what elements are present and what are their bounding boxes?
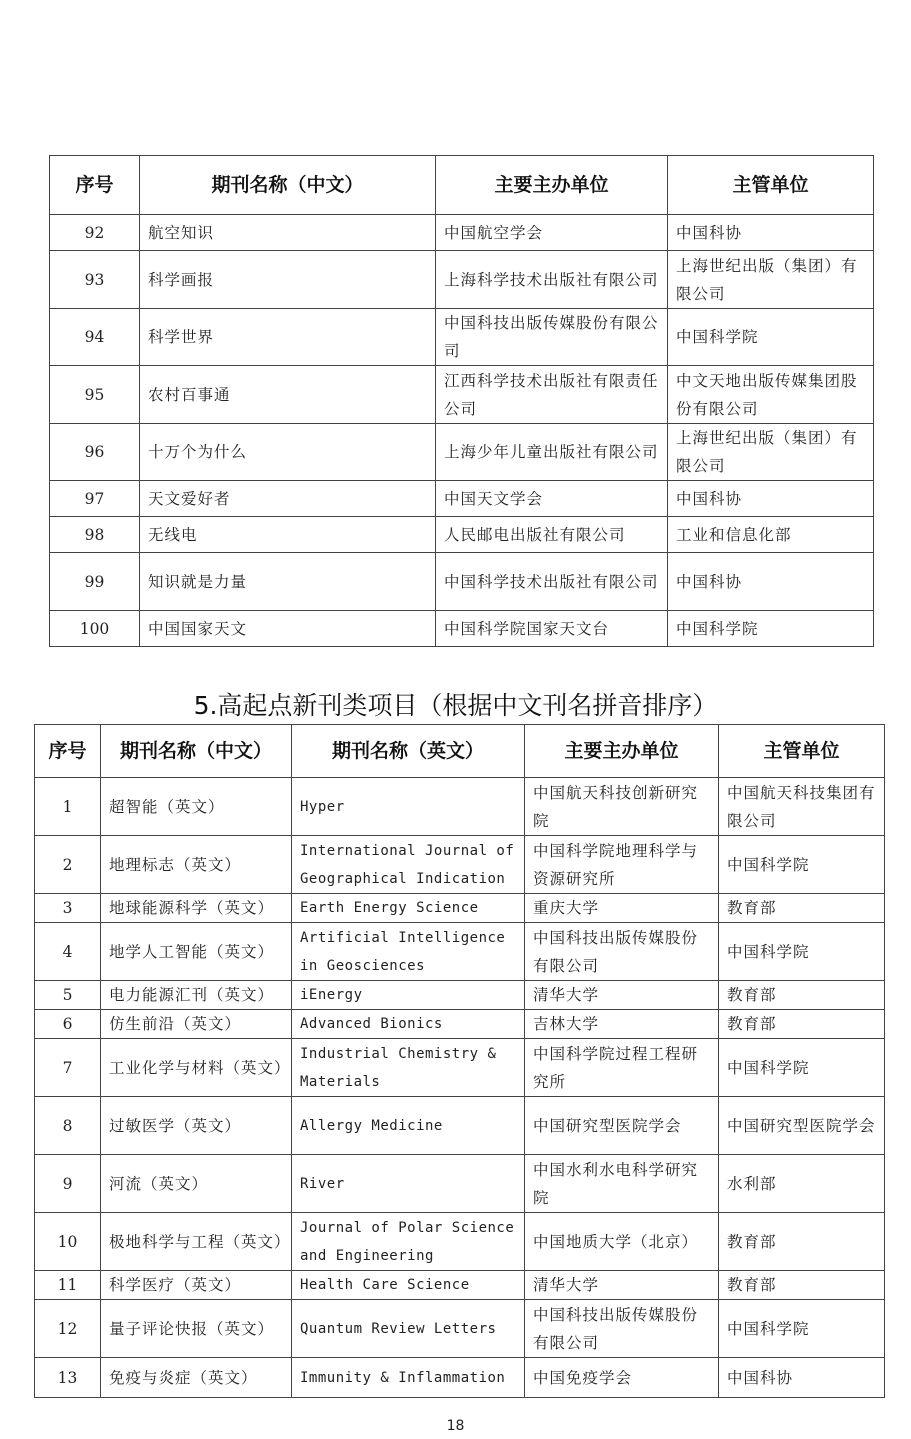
col-header-no: 序号: [50, 156, 140, 215]
cell-name: 科学画报: [140, 251, 436, 309]
cell-sponsor: 中国航天科技创新研究院: [525, 778, 719, 836]
cell-name-cn: 极地科学与工程（英文）: [101, 1213, 292, 1271]
cell-sponsor: 中国科技出版传媒股份有限公司: [436, 309, 668, 366]
cell-no: 93: [50, 251, 140, 309]
cell-sponsor: 中国科学院地理科学与资源研究所: [525, 836, 719, 894]
table-row: [35, 981, 885, 1010]
cell-sponsor: 清华大学: [525, 1271, 719, 1300]
new-journal-table: [34, 724, 885, 1398]
cell-name-en: International Journal of Geographical Indication: [292, 836, 525, 894]
cell-supervisor: 中国科学院: [719, 923, 885, 981]
table-row: [50, 611, 874, 647]
cell-supervisor: 上海世纪出版（集团）有限公司: [668, 251, 874, 309]
cell-sponsor: 吉林大学: [525, 1010, 719, 1039]
cell-name: 无线电: [140, 517, 436, 553]
cell-supervisor: 工业和信息化部: [668, 517, 874, 553]
cell-name-en: Hyper: [292, 778, 525, 836]
section-title: 5.高起点新刊类项目（根据中文刊名拼音排序）: [193, 691, 718, 720]
cell-sponsor: 中国航空学会: [436, 215, 668, 251]
cell-name-en: Artificial Intelligence in Geosciences: [292, 923, 525, 981]
cell-name: 中国国家天文: [140, 611, 436, 647]
table-row: [35, 836, 885, 894]
cell-no: 3: [35, 894, 101, 923]
cell-no: 8: [35, 1097, 101, 1155]
cell-sponsor: 重庆大学: [525, 894, 719, 923]
table-row: [35, 1155, 885, 1213]
cell-no: 96: [50, 424, 140, 481]
cell-no: 11: [35, 1271, 101, 1300]
cell-name-cn: 地学人工智能（英文）: [101, 923, 292, 981]
cell-name-en: Immunity & Inflammation: [292, 1358, 525, 1398]
cell-no: 5: [35, 981, 101, 1010]
cell-supervisor: 中国科协: [668, 481, 874, 517]
cell-name-en: Industrial Chemistry & Materials: [292, 1039, 525, 1097]
cell-supervisor: 教育部: [719, 894, 885, 923]
cell-supervisor: 中国科学院: [719, 836, 885, 894]
cell-sponsor: 上海少年儿童出版社有限公司: [436, 424, 668, 481]
col-header-sponsor: 主要主办单位: [436, 156, 668, 215]
table-row: [50, 251, 874, 309]
cell-name: 航空知识: [140, 215, 436, 251]
table-row: [50, 424, 874, 481]
cell-name-en: Allergy Medicine: [292, 1097, 525, 1155]
table-row: [35, 894, 885, 923]
cell-sponsor: 中国天文学会: [436, 481, 668, 517]
cell-supervisor: 上海世纪出版（集团）有限公司: [668, 424, 874, 481]
cell-no: 92: [50, 215, 140, 251]
cell-name-cn: 仿生前沿（英文）: [101, 1010, 292, 1039]
cell-supervisor: 中国科协: [668, 553, 874, 611]
cell-sponsor: 中国水利水电科学研究院: [525, 1155, 719, 1213]
col-header-sponsor: 主要主办单位: [525, 725, 719, 778]
cell-name-en: Journal of Polar Science and Engineering: [292, 1213, 525, 1271]
cell-name: 科学世界: [140, 309, 436, 366]
cell-sponsor: 中国科学院过程工程研究所: [525, 1039, 719, 1097]
cell-no: 100: [50, 611, 140, 647]
cell-no: 7: [35, 1039, 101, 1097]
cell-name-cn: 过敏医学（英文）: [101, 1097, 292, 1155]
cell-name-cn: 量子评论快报（英文）: [101, 1300, 292, 1358]
cell-no: 1: [35, 778, 101, 836]
cell-no: 95: [50, 366, 140, 424]
cell-supervisor: 中文天地出版传媒集团股份有限公司: [668, 366, 874, 424]
cell-no: 97: [50, 481, 140, 517]
cell-sponsor: 人民邮电出版社有限公司: [436, 517, 668, 553]
cell-sponsor: 中国科技出版传媒股份有限公司: [525, 923, 719, 981]
table-body: [50, 215, 874, 647]
cell-name-en: Earth Energy Science: [292, 894, 525, 923]
col-header-name-en: 期刊名称（英文）: [292, 725, 525, 778]
cell-name-cn: 超智能（英文）: [101, 778, 292, 836]
cell-name-cn: 电力能源汇刊（英文）: [101, 981, 292, 1010]
cell-no: 2: [35, 836, 101, 894]
table-row: [50, 553, 874, 611]
cell-supervisor: 中国科协: [668, 215, 874, 251]
cell-sponsor: 清华大学: [525, 981, 719, 1010]
cell-name: 知识就是力量: [140, 553, 436, 611]
cell-supervisor: 中国科协: [719, 1358, 885, 1398]
table-body: [35, 778, 885, 1398]
cell-no: 99: [50, 553, 140, 611]
table-row: [35, 1271, 885, 1300]
cell-name: 农村百事通: [140, 366, 436, 424]
cell-name-cn: 地球能源科学（英文）: [101, 894, 292, 923]
cell-name-cn: 地理标志（英文）: [101, 836, 292, 894]
cell-name-cn: 免疫与炎症（英文）: [101, 1358, 292, 1398]
cell-supervisor: 中国科学院: [668, 611, 874, 647]
cell-sponsor: 中国研究型医院学会: [525, 1097, 719, 1155]
table-row: [35, 923, 885, 981]
cell-no: 9: [35, 1155, 101, 1213]
cell-no: 10: [35, 1213, 101, 1271]
cell-sponsor: 中国科学院国家天文台: [436, 611, 668, 647]
table-row: [50, 366, 874, 424]
cell-supervisor: 教育部: [719, 1010, 885, 1039]
table-row: [35, 1010, 885, 1039]
cell-no: 98: [50, 517, 140, 553]
cell-sponsor: 中国科学技术出版社有限公司: [436, 553, 668, 611]
table-row: [50, 215, 874, 251]
cell-no: 4: [35, 923, 101, 981]
cell-name: 天文爱好者: [140, 481, 436, 517]
cell-supervisor: 中国航天科技集团有限公司: [719, 778, 885, 836]
cell-supervisor: 水利部: [719, 1155, 885, 1213]
cell-sponsor: 中国免疫学会: [525, 1358, 719, 1398]
cell-no: 13: [35, 1358, 101, 1398]
cell-no: 12: [35, 1300, 101, 1358]
cell-name-cn: 科学医疗（英文）: [101, 1271, 292, 1300]
cell-supervisor: 中国研究型医院学会: [719, 1097, 885, 1155]
table-row: [35, 778, 885, 836]
col-header-supervisor: 主管单位: [668, 156, 874, 215]
page-number: 18: [446, 1418, 465, 1434]
col-header-name-cn: 期刊名称（中文）: [101, 725, 292, 778]
table-header-row: [50, 156, 874, 215]
table-row: [35, 1097, 885, 1155]
cell-supervisor: 中国科学院: [668, 309, 874, 366]
table-row: [35, 1300, 885, 1358]
cell-name-en: Advanced Bionics: [292, 1010, 525, 1039]
cell-supervisor: 中国科学院: [719, 1300, 885, 1358]
table-row: [35, 1039, 885, 1097]
cell-name-cn: 河流（英文）: [101, 1155, 292, 1213]
cell-sponsor: 中国地质大学（北京）: [525, 1213, 719, 1271]
cell-sponsor: 江西科学技术出版社有限责任公司: [436, 366, 668, 424]
cell-name: 十万个为什么: [140, 424, 436, 481]
table-row: [35, 1358, 885, 1398]
cell-supervisor: 中国科学院: [719, 1039, 885, 1097]
table-row: [50, 481, 874, 517]
cell-no: 94: [50, 309, 140, 366]
col-header-supervisor: 主管单位: [719, 725, 885, 778]
cell-name-cn: 工业化学与材料（英文）: [101, 1039, 292, 1097]
table-row: [35, 1213, 885, 1271]
cell-sponsor: 上海科学技术出版社有限公司: [436, 251, 668, 309]
col-header-name-cn: 期刊名称（中文）: [140, 156, 436, 215]
cell-no: 6: [35, 1010, 101, 1039]
table-header-row: [35, 725, 885, 778]
cell-name-en: Health Care Science: [292, 1271, 525, 1300]
table-row: [50, 309, 874, 366]
cell-supervisor: 教育部: [719, 1213, 885, 1271]
col-header-no: 序号: [35, 725, 101, 778]
cell-sponsor: 中国科技出版传媒股份有限公司: [525, 1300, 719, 1358]
cell-name-en: iEnergy: [292, 981, 525, 1010]
table-row: [50, 517, 874, 553]
journal-table-continued: [49, 155, 874, 647]
cell-supervisor: 教育部: [719, 1271, 885, 1300]
cell-name-en: River: [292, 1155, 525, 1213]
cell-name-en: Quantum Review Letters: [292, 1300, 525, 1358]
cell-supervisor: 教育部: [719, 981, 885, 1010]
